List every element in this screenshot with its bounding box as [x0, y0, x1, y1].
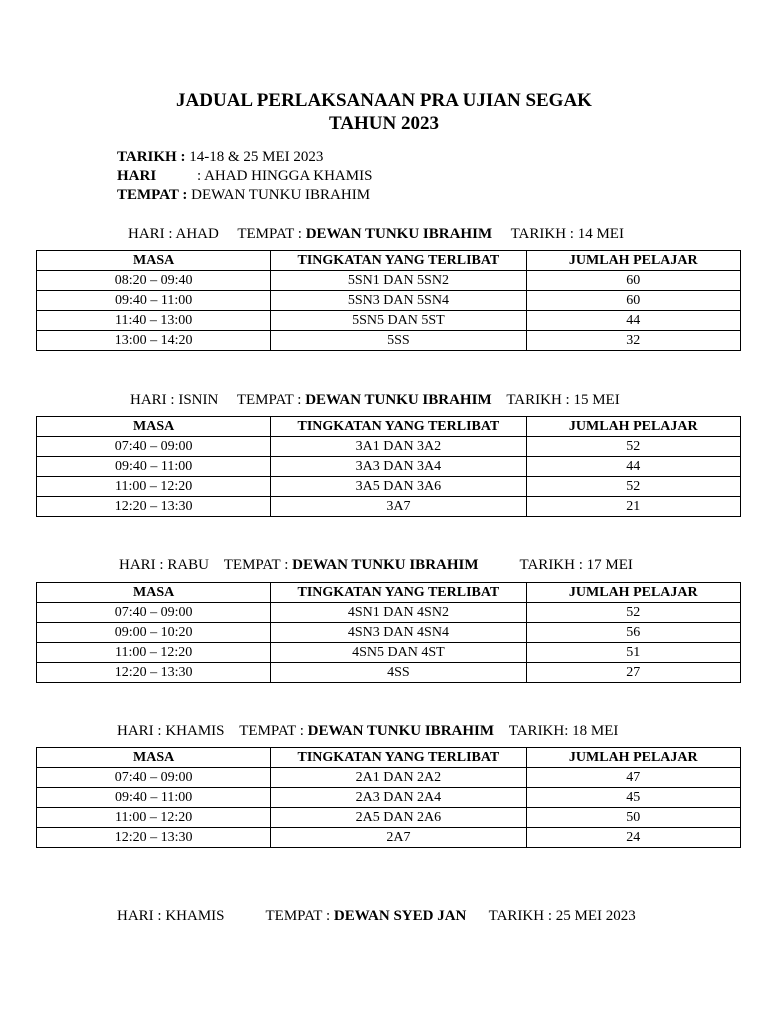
cell-masa: 12:20 – 13:30 [37, 663, 271, 683]
section-hari: HARI : KHAMIS [117, 908, 225, 924]
table-row [37, 291, 741, 311]
section-hari: HARI : KHAMIS [117, 723, 225, 739]
cell-jumlah: 47 [526, 768, 740, 788]
section-heading [128, 225, 624, 243]
cell-jumlah: 51 [526, 643, 740, 663]
table-row [37, 828, 741, 848]
header-jumlah: JUMLAH PELAJAR [526, 583, 740, 603]
table-row [37, 311, 741, 331]
table-row [37, 603, 741, 623]
cell-tingkatan: 3A5 DAN 3A6 [271, 477, 526, 497]
section-tarikh: TARIKH: 18 MEI [508, 723, 619, 739]
cell-jumlah: 44 [526, 457, 740, 477]
section-tempat-label: TEMPAT : [237, 226, 302, 242]
table-header-row [37, 748, 741, 768]
section-hari: HARI : AHAD [128, 226, 219, 242]
table-row [37, 497, 741, 517]
section-tarikh: TARIKH : 14 MEI [510, 226, 624, 242]
cell-masa: 07:40 – 09:00 [37, 437, 271, 457]
cell-tingkatan: 2A7 [271, 828, 526, 848]
table-header-row [37, 251, 741, 271]
cell-masa: 09:40 – 11:00 [37, 457, 271, 477]
cell-tingkatan: 2A1 DAN 2A2 [271, 768, 526, 788]
cell-masa: 07:40 – 09:00 [37, 768, 271, 788]
section-tempat: DEWAN TUNKU IBRAHIM [305, 226, 493, 242]
cell-tingkatan: 2A5 DAN 2A6 [271, 808, 526, 828]
cell-jumlah: 60 [526, 271, 740, 291]
table-row [37, 437, 741, 457]
section-tempat: DEWAN TUNKU IBRAHIM [305, 392, 492, 408]
cell-jumlah: 21 [526, 497, 740, 517]
header-tingkatan: TINGKATAN YANG TERLIBAT [271, 583, 526, 603]
section-tempat: DEWAN TUNKU IBRAHIM [292, 557, 479, 573]
cell-masa: 09:00 – 10:20 [37, 623, 271, 643]
table-header-row [37, 417, 741, 437]
cell-tingkatan: 2A3 DAN 2A4 [271, 788, 526, 808]
info-tempat [117, 186, 370, 204]
cell-jumlah: 50 [526, 808, 740, 828]
schedule-table [36, 416, 741, 517]
schedule-table [36, 250, 741, 351]
cell-jumlah: 52 [526, 437, 740, 457]
cell-tingkatan: 4SS [271, 663, 526, 683]
table-row [37, 477, 741, 497]
cell-tingkatan: 5SN1 DAN 5SN2 [271, 271, 526, 291]
title-line-2: TAHUN 2023 [329, 113, 439, 134]
cell-masa: 11:00 – 12:20 [37, 643, 271, 663]
cell-tingkatan: 4SN5 DAN 4ST [271, 643, 526, 663]
info-hari-label: HARI [117, 168, 157, 184]
cell-masa: 11:00 – 12:20 [37, 477, 271, 497]
table-header-row [37, 583, 741, 603]
info-hari [117, 167, 372, 185]
cell-jumlah: 52 [526, 477, 740, 497]
header-tingkatan: TINGKATAN YANG TERLIBAT [271, 251, 526, 271]
cell-tingkatan: 3A7 [271, 497, 526, 517]
section-hari: HARI : RABU [119, 557, 210, 573]
header-tingkatan: TINGKATAN YANG TERLIBAT [271, 748, 526, 768]
cell-masa: 08:20 – 09:40 [37, 271, 271, 291]
cell-masa: 11:00 – 12:20 [37, 808, 271, 828]
cell-masa: 09:40 – 11:00 [37, 291, 271, 311]
section-heading [130, 391, 620, 409]
cell-tingkatan: 5SN3 DAN 5SN4 [271, 291, 526, 311]
cell-jumlah: 45 [526, 788, 740, 808]
header-masa: MASA [37, 417, 271, 437]
cell-jumlah: 44 [526, 311, 740, 331]
cell-jumlah: 56 [526, 623, 740, 643]
info-tarikh-label: TARIKH : [117, 149, 186, 165]
header-jumlah: JUMLAH PELAJAR [526, 748, 740, 768]
section-tarikh: TARIKH : 25 MEI 2023 [488, 908, 636, 924]
table-row [37, 643, 741, 663]
table-row [37, 808, 741, 828]
cell-tingkatan: 4SN1 DAN 4SN2 [271, 603, 526, 623]
header-masa: MASA [37, 251, 271, 271]
cell-tingkatan: 4SN3 DAN 4SN4 [271, 623, 526, 643]
cell-tingkatan: 5SS [271, 331, 526, 351]
cell-jumlah: 32 [526, 331, 740, 351]
section-tempat-label: TEMPAT : [239, 723, 304, 739]
section-tarikh: TARIKH : 17 MEI [519, 557, 633, 573]
section-heading [117, 907, 636, 925]
cell-jumlah: 27 [526, 663, 740, 683]
info-tarikh-value: 14-18 & 25 MEI 2023 [189, 149, 324, 165]
table-row [37, 623, 741, 643]
section-tempat: DEWAN SYED JAN [333, 908, 467, 924]
section-hari: HARI : ISNIN [130, 392, 219, 408]
section-heading [117, 722, 618, 740]
cell-tingkatan: 3A3 DAN 3A4 [271, 457, 526, 477]
section-tempat: DEWAN TUNKU IBRAHIM [307, 723, 495, 739]
cell-masa: 12:20 – 13:30 [37, 497, 271, 517]
cell-masa: 11:40 – 13:00 [37, 311, 271, 331]
section-tempat-label: TEMPAT : [265, 908, 331, 924]
section-tempat-label: TEMPAT : [223, 557, 289, 573]
table-row [37, 331, 741, 351]
table-row [37, 457, 741, 477]
table-row [37, 663, 741, 683]
section-tarikh: TARIKH : 15 MEI [506, 392, 620, 408]
section-heading [119, 556, 633, 574]
cell-jumlah: 60 [526, 291, 740, 311]
schedule-table [36, 582, 741, 683]
info-tempat-label: TEMPAT : [117, 187, 188, 203]
header-jumlah: JUMLAH PELAJAR [526, 417, 740, 437]
header-tingkatan: TINGKATAN YANG TERLIBAT [271, 417, 526, 437]
table-row [37, 768, 741, 788]
info-tempat-value: DEWAN TUNKU IBRAHIM [191, 187, 371, 203]
title-line-1: JADUAL PERLAKSANAAN PRA UJIAN SEGAK [176, 90, 592, 111]
header-masa: MASA [37, 583, 271, 603]
cell-masa: 13:00 – 14:20 [37, 331, 271, 351]
cell-masa: 09:40 – 11:00 [37, 788, 271, 808]
cell-tingkatan: 3A1 DAN 3A2 [271, 437, 526, 457]
table-row [37, 788, 741, 808]
cell-jumlah: 52 [526, 603, 740, 623]
section-tempat-label: TEMPAT : [236, 392, 302, 408]
cell-jumlah: 24 [526, 828, 740, 848]
info-tarikh [117, 148, 323, 166]
header-jumlah: JUMLAH PELAJAR [526, 251, 740, 271]
info-hari-value: : AHAD HINGGA KHAMIS [197, 168, 373, 184]
cell-masa: 12:20 – 13:30 [37, 828, 271, 848]
cell-tingkatan: 5SN5 DAN 5ST [271, 311, 526, 331]
cell-masa: 07:40 – 09:00 [37, 603, 271, 623]
table-row [37, 271, 741, 291]
header-masa: MASA [37, 748, 271, 768]
schedule-table [36, 747, 741, 848]
